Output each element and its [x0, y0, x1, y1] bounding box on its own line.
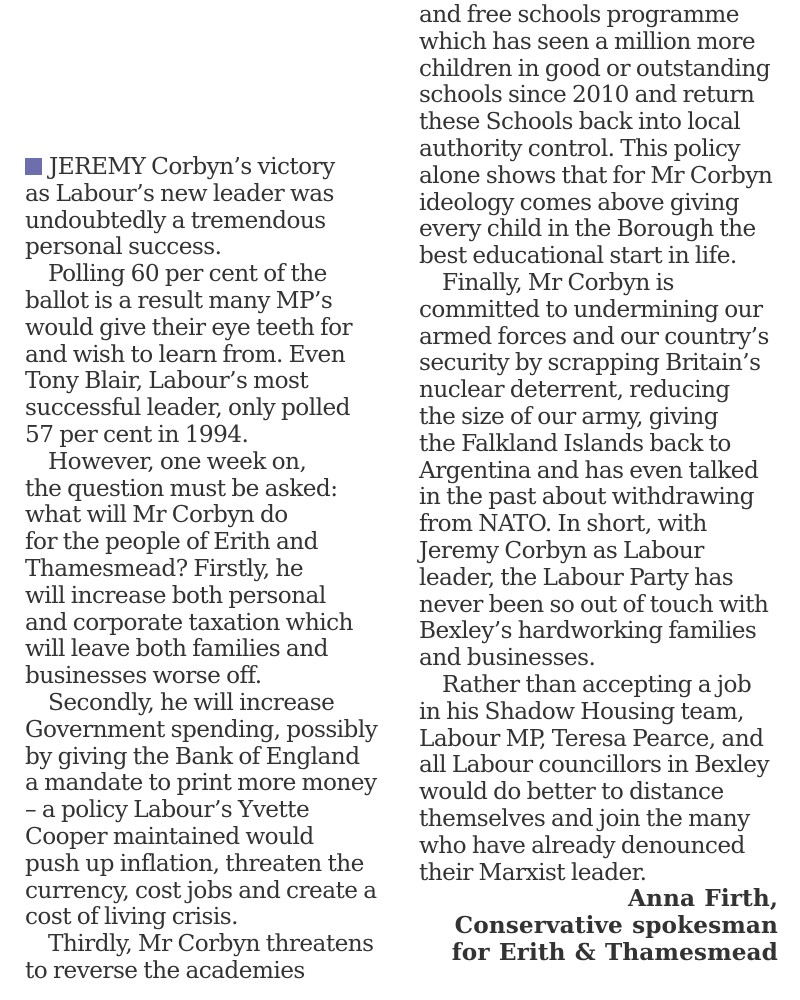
text-line [25, 851, 395, 878]
text-line [25, 368, 395, 395]
text-line-content: and wish to learn from. Even [25, 340, 346, 368]
text-line-content: children in good or outstanding [419, 54, 770, 82]
text-line [25, 663, 395, 690]
text-line-content: 57 per cent in 1994. [25, 420, 249, 448]
text-line-content: Cooper maintained would [25, 822, 314, 850]
text-line-content: nuclear deterrent, reducing [419, 376, 730, 404]
text-line [419, 565, 791, 592]
text-line [419, 56, 791, 83]
text-line [419, 404, 791, 431]
text-line-content: Rather than accepting a job [442, 670, 752, 698]
text-line-content: for the people of Erith and [25, 528, 318, 556]
text-line-content: push up inflation, threaten the [25, 849, 364, 877]
signature-constituency: for Erith & Thamesmead [451, 938, 778, 966]
text-line [419, 592, 791, 619]
text-line [25, 744, 395, 771]
text-line [419, 806, 791, 833]
text-line-content: in his Shadow Housing team, [419, 697, 744, 725]
text-line [419, 82, 791, 109]
text-line-content: Secondly, he will increase [48, 688, 335, 716]
text-line-content: their Marxist leader. [419, 858, 647, 886]
text-line [419, 29, 791, 56]
text-line [419, 726, 791, 753]
text-line-content: Bexley’s hardworking families [419, 617, 757, 645]
text-line [25, 261, 395, 288]
text-line [419, 860, 791, 887]
letter-right-body [419, 2, 791, 886]
text-line-content: never been so out of touch with [419, 590, 769, 618]
text-line-content: authority control. This policy [419, 134, 740, 162]
text-line [25, 717, 395, 744]
text-line [25, 422, 395, 449]
text-line-content: ideology comes above giving [419, 188, 740, 216]
text-line-content: who have already denounced [419, 831, 745, 859]
text-line [25, 610, 395, 637]
text-line [419, 243, 791, 270]
text-line-content: and businesses. [419, 644, 596, 672]
text-line [419, 216, 791, 243]
text-line-content: ballot is a result many MP’s [25, 286, 333, 314]
text-line-content: Tony Blair, Labour’s most [25, 367, 309, 395]
text-line-content: Government spending, possibly [25, 715, 378, 743]
text-line [25, 154, 395, 181]
text-line-content: leader, the Labour Party has [419, 563, 734, 591]
text-line [419, 2, 791, 29]
text-line [419, 699, 791, 726]
text-line-content: and free schools programme [419, 1, 739, 28]
signature-role: Conservative spokesman [454, 912, 778, 940]
letter-left-column [25, 154, 395, 985]
text-line-content: Finally, Mr Corbyn is [442, 268, 674, 296]
text-line [419, 484, 791, 511]
text-line-content: cost of living crisis. [25, 903, 238, 931]
text-line [419, 458, 791, 485]
text-line [25, 556, 395, 583]
text-line [419, 431, 791, 458]
text-line-content: undoubtedly a tremendous [25, 206, 326, 234]
text-line-content: what will Mr Corbyn do [25, 501, 288, 529]
text-line [419, 779, 791, 806]
text-line-content: the question must be asked: [25, 474, 338, 502]
text-line [25, 904, 395, 931]
text-line-content: themselves and join the many [419, 804, 750, 832]
text-line [25, 208, 395, 235]
text-line-content: alone shows that for Mr Corbyn [419, 161, 773, 189]
text-line-content: Thirdly, Mr Corbyn threatens [48, 930, 374, 958]
text-line-content: However, one week on, [48, 447, 307, 475]
text-line-content: Thamesmead? Firstly, he [25, 554, 304, 582]
text-line-content: will increase both personal [25, 581, 326, 609]
text-line [419, 109, 791, 136]
text-line-content: would do better to distance [419, 778, 724, 806]
text-line-content: committed to undermining our [419, 295, 763, 323]
text-line [25, 770, 395, 797]
text-line [419, 136, 791, 163]
text-line [419, 163, 791, 190]
text-line-content: the Falkland Islands back to [419, 429, 731, 457]
text-line [25, 931, 395, 958]
text-line-content: a mandate to print more money [25, 769, 377, 797]
text-line [25, 288, 395, 315]
text-line [25, 234, 395, 261]
text-line-content: would give their eye teeth for [25, 313, 353, 341]
text-line [419, 833, 791, 860]
text-line [419, 297, 791, 324]
text-line-content: every child in the Borough the [419, 215, 756, 243]
text-line [419, 752, 791, 779]
text-line [25, 583, 395, 610]
text-line [419, 324, 791, 351]
text-line-content: Jeremy Corbyn as Labour [419, 536, 704, 564]
text-line [419, 270, 791, 297]
text-line [419, 190, 791, 217]
text-line [25, 636, 395, 663]
text-line [419, 618, 791, 645]
text-line-content: these Schools back into local [419, 108, 741, 136]
text-line [419, 538, 791, 565]
text-line-content: successful leader, only polled [25, 394, 350, 422]
text-line-content: currency, cost jobs and create a [25, 876, 377, 904]
text-line [419, 672, 791, 699]
text-line-content: will leave both families and [25, 635, 328, 663]
text-line [419, 511, 791, 538]
text-line [25, 824, 395, 851]
text-line [419, 377, 791, 404]
text-line [25, 342, 395, 369]
text-line-content: security by scrapping Britain’s [419, 349, 761, 377]
square-bullet-icon [25, 158, 42, 175]
text-line [25, 878, 395, 905]
text-line-content: in the past about withdrawing [419, 483, 754, 511]
text-line-content: Argentina and has even talked [419, 456, 759, 484]
text-line-content: personal success. [25, 233, 222, 261]
text-line-content: to reverse the academies [25, 956, 305, 984]
text-line-content: Polling 60 per cent of the [48, 260, 327, 288]
signature-name: Anna Firth, [627, 885, 778, 913]
text-line-content: JEREMY Corbyn’s victory [49, 153, 335, 180]
text-line [25, 797, 395, 824]
text-line-content: which has seen a million more [419, 27, 756, 55]
text-line [25, 395, 395, 422]
text-line-content: schools since 2010 and return [419, 81, 755, 109]
text-line-content: the size of our army, giving [419, 402, 719, 430]
text-line-content: and corporate taxation which [25, 608, 353, 636]
text-line-content: best educational start in life. [419, 242, 737, 270]
text-line [25, 449, 395, 476]
text-line-content: Labour MP, Teresa Pearce, and [419, 724, 764, 752]
letter-right-column [419, 2, 791, 967]
text-line-content: all Labour councillors in Bexley [419, 751, 770, 779]
text-line [25, 181, 395, 208]
text-line-content: by giving the Bank of England [25, 742, 360, 770]
text-line [419, 350, 791, 377]
text-line [25, 529, 395, 556]
text-line [25, 690, 395, 717]
text-line [419, 645, 791, 672]
text-line-content: as Labour’s new leader was [25, 179, 334, 207]
text-line-content: armed forces and our country’s [419, 322, 769, 350]
text-line-content: businesses worse off. [25, 662, 262, 690]
text-line-content: – a policy Labour’s Yvette [25, 796, 310, 824]
text-line [25, 502, 395, 529]
text-line [25, 476, 395, 503]
text-line-content: from NATO. In short, with [419, 510, 707, 538]
text-line [25, 315, 395, 342]
text-line [25, 958, 395, 985]
